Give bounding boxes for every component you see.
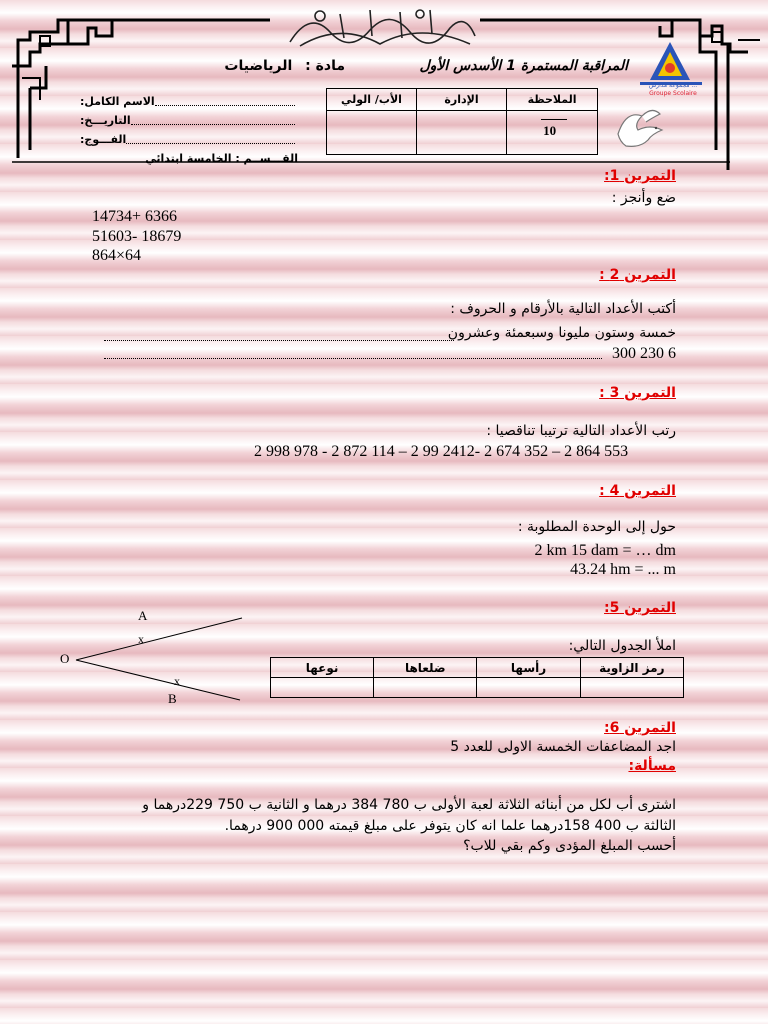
ex1-op-1: 14734+ 6366 <box>92 208 178 225</box>
col-vertex: رأسها <box>477 658 580 678</box>
ex3-instruction: رتب الأعداد التالية ترتيبا تناقصيا : <box>486 423 676 439</box>
mark-x-2: x <box>174 674 180 688</box>
ex2-answer-line-2[interactable] <box>104 358 602 359</box>
cell-vertex[interactable] <box>477 678 580 698</box>
logo-caption <box>628 82 718 98</box>
grade-col-teacher: الأب/ الولي <box>327 89 417 111</box>
subject-label: مادة : <box>305 58 345 74</box>
subject-line <box>170 58 345 74</box>
col-sides: ضلعاها <box>374 658 477 678</box>
field-fullname[interactable]: الاسم الكامل: <box>80 92 298 111</box>
exam-title: المراقبة المستمرة 1 الأسدس الأول <box>419 58 628 74</box>
ex1-op-2: 51603- 18679 <box>92 228 182 245</box>
grade-cell-admin[interactable] <box>416 111 506 155</box>
point-a-label: A <box>138 608 148 623</box>
point-o-label: O <box>60 651 70 666</box>
ex4-line-1: 2 km 15 dam = … dm <box>534 542 676 559</box>
field-group[interactable]: الفـــوج: <box>80 130 298 149</box>
basmala-calligraphy <box>280 2 480 52</box>
ex2-title: التمرين 2 : <box>599 267 676 283</box>
grade-cell-teacher[interactable] <box>327 111 417 155</box>
problem-line-3: أحسب المبلغ المؤدى وكم بقي للاب؟ <box>463 838 676 854</box>
ex2-line-1: خمسة وستون مليونا وسبعمئة وعشرون <box>447 325 676 341</box>
field-class: القـــســم : الخامسة ابتدائي <box>145 152 298 165</box>
ray-oa <box>76 618 242 660</box>
ex2-answer-line-1[interactable] <box>104 340 454 341</box>
field-date[interactable]: التاريـــخ: <box>80 111 298 130</box>
ex2-instruction: أكتب الأعداد التالية بالأرقام و الحروف : <box>450 301 676 317</box>
ex4-title: التمرين 4 : <box>599 483 676 499</box>
problem-line-1: اشترى أب لكل من أبنائه الثلاثة لعبة الأولى ب 780 384 درهما و الثانية ب 750 229درهما و <box>142 797 676 813</box>
ex1-instruction: ضع وأنجز : <box>611 190 676 206</box>
ex5-title: التمرين 5: <box>604 600 676 616</box>
col-type: نوعها <box>271 658 374 678</box>
ex4-line-2: 43.24 hm = ... m <box>570 561 676 578</box>
cell-sides[interactable] <box>374 678 477 698</box>
ex3-numbers: 2 998 978 - 2 872 114 – 2 99 2412- 2 674 352 – 2 864 553 <box>254 443 629 460</box>
dove-icon <box>612 104 668 154</box>
point-b-label: B <box>168 691 177 706</box>
angle-table <box>270 657 684 698</box>
ex1-op-3: 864×64 <box>92 247 142 264</box>
problem-line-2: الثالثة ب 400 158درهما علما انه كان يتوفر على مبلغ قيمته 000 900 درهما. <box>224 818 676 834</box>
subject-value: الرياضيات <box>224 58 293 74</box>
ex1-title: التمرين 1: <box>604 168 676 184</box>
grade-col-admin: الإدارة <box>416 89 506 111</box>
grade-col-note: الملاحظة <box>507 89 598 111</box>
ex5-instruction: املأ الجدول التالي: <box>568 638 676 654</box>
score-total: 10 <box>543 123 557 138</box>
logo-subtext: Groupe Scolaire <box>649 90 697 97</box>
calligraphy-ornament <box>280 2 480 52</box>
ex6-title: التمرين 6: <box>604 720 676 736</box>
grade-table <box>326 88 598 155</box>
problem-title: مسألة: <box>628 758 676 774</box>
col-angle-symbol: رمز الزاوية <box>580 658 683 678</box>
ex3-title: التمرين 3 : <box>599 385 676 401</box>
mark-x-1: x <box>138 632 144 646</box>
ex4-instruction: حول إلى الوحدة المطلوبة : <box>517 519 676 535</box>
cell-type[interactable] <box>271 678 374 698</box>
cell-angle-symbol[interactable] <box>580 678 683 698</box>
angle-figure <box>50 606 250 710</box>
grade-cell-score[interactable] <box>507 111 598 155</box>
ex2-line-2: 6 230 300 <box>612 345 676 362</box>
logo-text: مجموعة مدارس ... <box>648 82 698 89</box>
student-fields <box>80 92 298 168</box>
ray-ob <box>76 660 240 700</box>
ex6-instruction: اجد المضاعفات الخمسة الاولى للعدد 5 <box>450 739 676 755</box>
